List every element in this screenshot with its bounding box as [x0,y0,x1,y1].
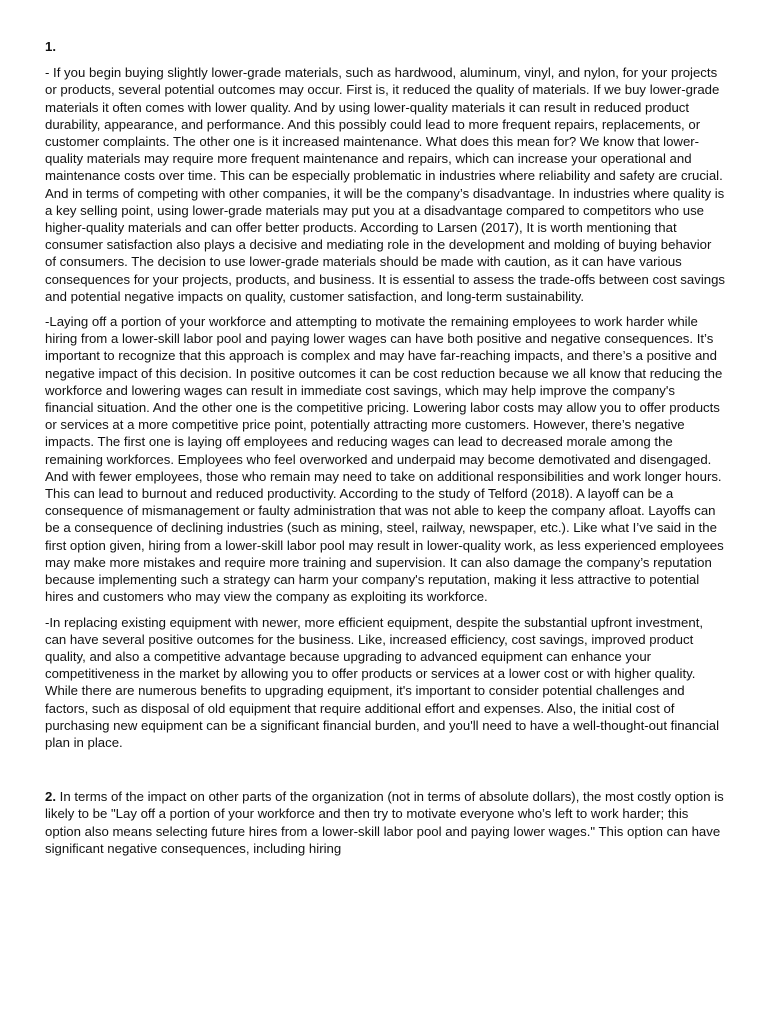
paragraph-materials: - If you begin buying slightly lower-grade materials, such as hardwood, aluminum, vinyl, and nylon, for your projects or products, several potential outcomes may occur. First is, it reduced the quality of materials. If we buy lower-grade materials it often comes with lower quality. And by using lower-quality materials it can result in reduced product durability, appearance, and performance. And this possibly could lead to more frequent repairs, replacements, or customer complaints. The other one is it increased maintenance. What does this mean for? We know that lower-quality materials may require more frequent maintenance and repairs, which can increase your operational and maintenance costs over time. This can be especially problematic in industries where reliability and safety are crucial. And in terms of competing with other companies, it will be the company’s disadvantage. In industries where quality is a key selling point, using lower-grade materials may put you at a disadvantage compared to competitors who use higher-quality materials and can offer better products. According to Larsen (2017), It is worth mentioning that consumer satisfaction also plays a decisive and mediating role in the development and molding of buying behavior of consumers. The decision to use lower-grade materials should be made with caution, as it can have various consequences for your projects, products, and business. It is essential to assess the trade-offs between cost savings and potential negative impacts on quality, customer satisfaction, and long-term sustainability. [45,65,726,304]
paragraph-workforce: -Laying off a portion of your workforce and attempting to motivate the remaining employees to work harder while hiring from a lower-skill labor pool and paying lower wages can have both positive and negative consequences. It’s important to recognize that this approach is complex and may have far-reaching impacts, and there’s a positive and negative impact of this decision. In positive outcomes it can be cost reduction because we all know that reducing the workforce and lowering wages can result in immediate cost savings, which may help improve the company's financial situation. And the other one is the competitive pricing. Lowering labor costs may allow you to offer products or services at a more competitive price point, potentially attracting more customers. However, there’s negative impacts. The first one is laying off employees and reducing wages can lead to decreased morale among the remaining workforces. Employees who feel overworked and underpaid may become demotivated and disengaged. And with fewer employees, those who remain may need to take on additional responsibilities and work longer hours. This can lead to burnout and reduced productivity. According to the study of Telford (2018). A layoff can be a consequence of mismanagement or faulty administration that was not able to keep the company afloat. Layoffs can be a consequence of declining industries (such as mining, steel, railway, newspaper, etc.). Like what I’ve said in the first option given, hiring from a lower-skill labor pool may result in lower-quality work, as less experienced employees may make more mistakes and require more training and supervision. It can also damage the company’s reputation because implementing such a strategy can harm your company's reputation, making it less attractive to potential hires and customers who may view the company as exploiting its workforce. [45,314,724,605]
section-2-paragraph [45,788,725,857]
paragraph-equipment: -In replacing existing equipment with newer, more efficient equipment, despite the substantial upfront investment, can have several positive outcomes for the business. Like, increased efficiency, cost savings, improved product quality, and also a competitive advantage because upgrading to advanced equipment can enhance your competitiveness in the market by allowing you to offer products or services at a lower cost or with higher quality. While there are numerous benefits to upgrading equipment, it's important to consider potential challenges and factors, such as disposal of old equipment that require additional effort and expenses. Also, the initial cost of purchasing new equipment can be a significant financial burden, and you'll need to have a well-thought-out financial plan in place. [45,614,720,750]
document-page [45,38,725,865]
section-1-number: 1. [45,39,56,54]
section-2-number: 2. [45,789,56,805]
section-2-text: In terms of the impact on other parts of the organization (not in terms of absolute dollars), the most costly option is likely to be "Lay off a portion of your workforce and then try to motivate everyone who’s left to work harder; this option also means selecting future hires from a lower-skill labor pool and paying lower wages." This option can have significant negative consequences, including hiring [45,789,724,856]
